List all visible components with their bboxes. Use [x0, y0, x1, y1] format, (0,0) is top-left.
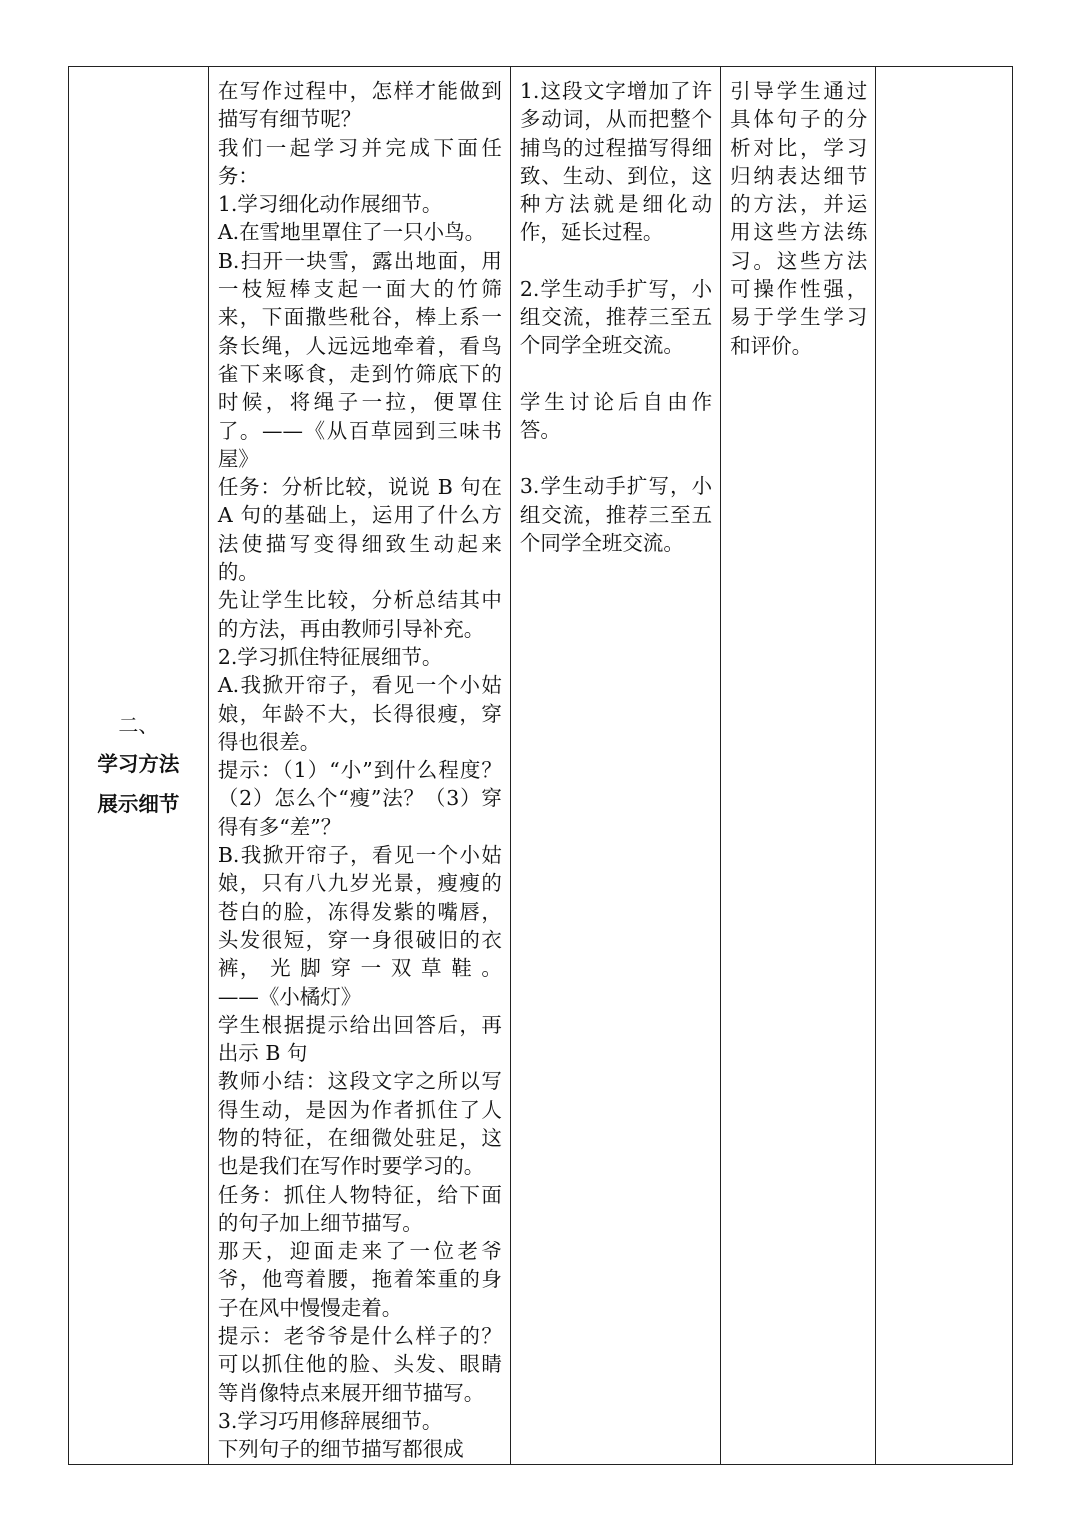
stage-title-line2: 展示细节 [97, 792, 180, 817]
teacher-paragraph: 下列句子的细节描写都很成 [217, 1437, 464, 1462]
stage-number: 二、 [118, 713, 159, 738]
teacher-paragraph: 任务：抓住人物特征，给下面的句子加上细节描写。 [217, 1182, 502, 1235]
teacher-paragraph: 提示：（1）“小”到什么程度？（2）怎么个“瘦”法？（3）穿得有多“差”？ [217, 758, 502, 839]
paragraph-spacer [520, 247, 712, 275]
paragraph-spacer [520, 444, 712, 472]
student-paragraph: 1.这段文字增加了许多动词，从而把整个捕鸟的过程描写得细致、生动、到位，这种方法就是细化动作，延长过程。 [519, 79, 713, 245]
teacher-paragraph: 先让学生比较，分析总结其中的方法，再由教师引导补充。 [217, 588, 502, 641]
stage-title-line1: 学习方法 [97, 752, 180, 777]
paragraph-spacer [520, 360, 712, 388]
teacher-paragraph: 教师小结：这段文字之所以写得生动，是因为作者抓住了人物的特征，在细微处驻足，这也是我们在写作时要学习的。 [217, 1069, 502, 1179]
teacher-paragraph: A.在雪地里罩住了一只小鸟。 [217, 220, 486, 245]
teacher-paragraph: 1.学习细化动作展细节。 [217, 192, 443, 217]
student-activity-cell [510, 67, 720, 1465]
teacher-paragraph: 我们一起学习并完成下面任务： [217, 135, 502, 188]
teacher-paragraph: 学生根据提示给出回答后，再出示 B 句 [217, 1012, 502, 1066]
lesson-plan-table [68, 66, 1013, 1465]
student-paragraph: 2.学生动手扩写，小组交流，推荐三至五个同学全班交流。 [519, 276, 713, 358]
teacher-paragraph: 那天，迎面走来了一位老爷爷，他弯着腰，拖着笨重的身子在风中慢慢走着。 [217, 1239, 502, 1320]
table-row [69, 67, 1013, 1465]
teacher-paragraph: 提示：老爷爷是什么样子的？可以抓住他的脸、头发、眼睛等肖像特点来展开细节描写。 [217, 1324, 502, 1405]
teacher-activity-cell [208, 67, 510, 1465]
notes-cell [876, 67, 1013, 1465]
teacher-paragraph: A.我掀开帘子，看见一个小姑娘，年龄不大，长得很瘦，穿得也很差。 [217, 673, 502, 754]
teacher-paragraph: 在写作过程中，怎样才能做到描写有细节呢？ [217, 79, 502, 132]
design-intent-cell [721, 67, 876, 1465]
teacher-paragraph: 任务：分析比较，说说 B 句在 A 句的基础上，运用了什么方法使描写变得细致生动起来的。 [217, 475, 502, 585]
teacher-paragraph: B.我掀开帘子，看见一个小姑娘，只有八九岁光景，瘦瘦的苍白的脸，冻得发紫的嘴唇，头发很短，穿一身很破旧的衣裤， 光 脚 穿 一 双 草 鞋 。——《小橘灯》 [217, 843, 502, 1009]
teacher-paragraph: 2.学习抓住特征展细节。 [217, 644, 443, 669]
student-paragraph: 3.学生动手扩写，小组交流，推荐三至五个同学全班交流。 [519, 474, 713, 555]
teacher-paragraph: B.扫开一块雪，露出地面，用一枝短棒支起一面大的竹筛来，下面撒些秕谷，棒上系一条长绳，人远远地牵着，看鸟雀下来啄食，走到竹筛底下的时候，将绳子一拉，便罩住了。——《从百草园到三味书屋》 [217, 248, 502, 471]
teacher-paragraph: 3.学习巧用修辞展细节。 [217, 1408, 443, 1433]
design-intent-text: 引导学生通过具体句子的分析对比，学习归纳表达细节的方法，并运用这些方法练习。这些方法可操作性强，易于学生学习和评价。 [730, 79, 868, 358]
stage-cell [69, 67, 209, 1465]
student-paragraph: 学生讨论后自由作答。 [519, 389, 713, 442]
